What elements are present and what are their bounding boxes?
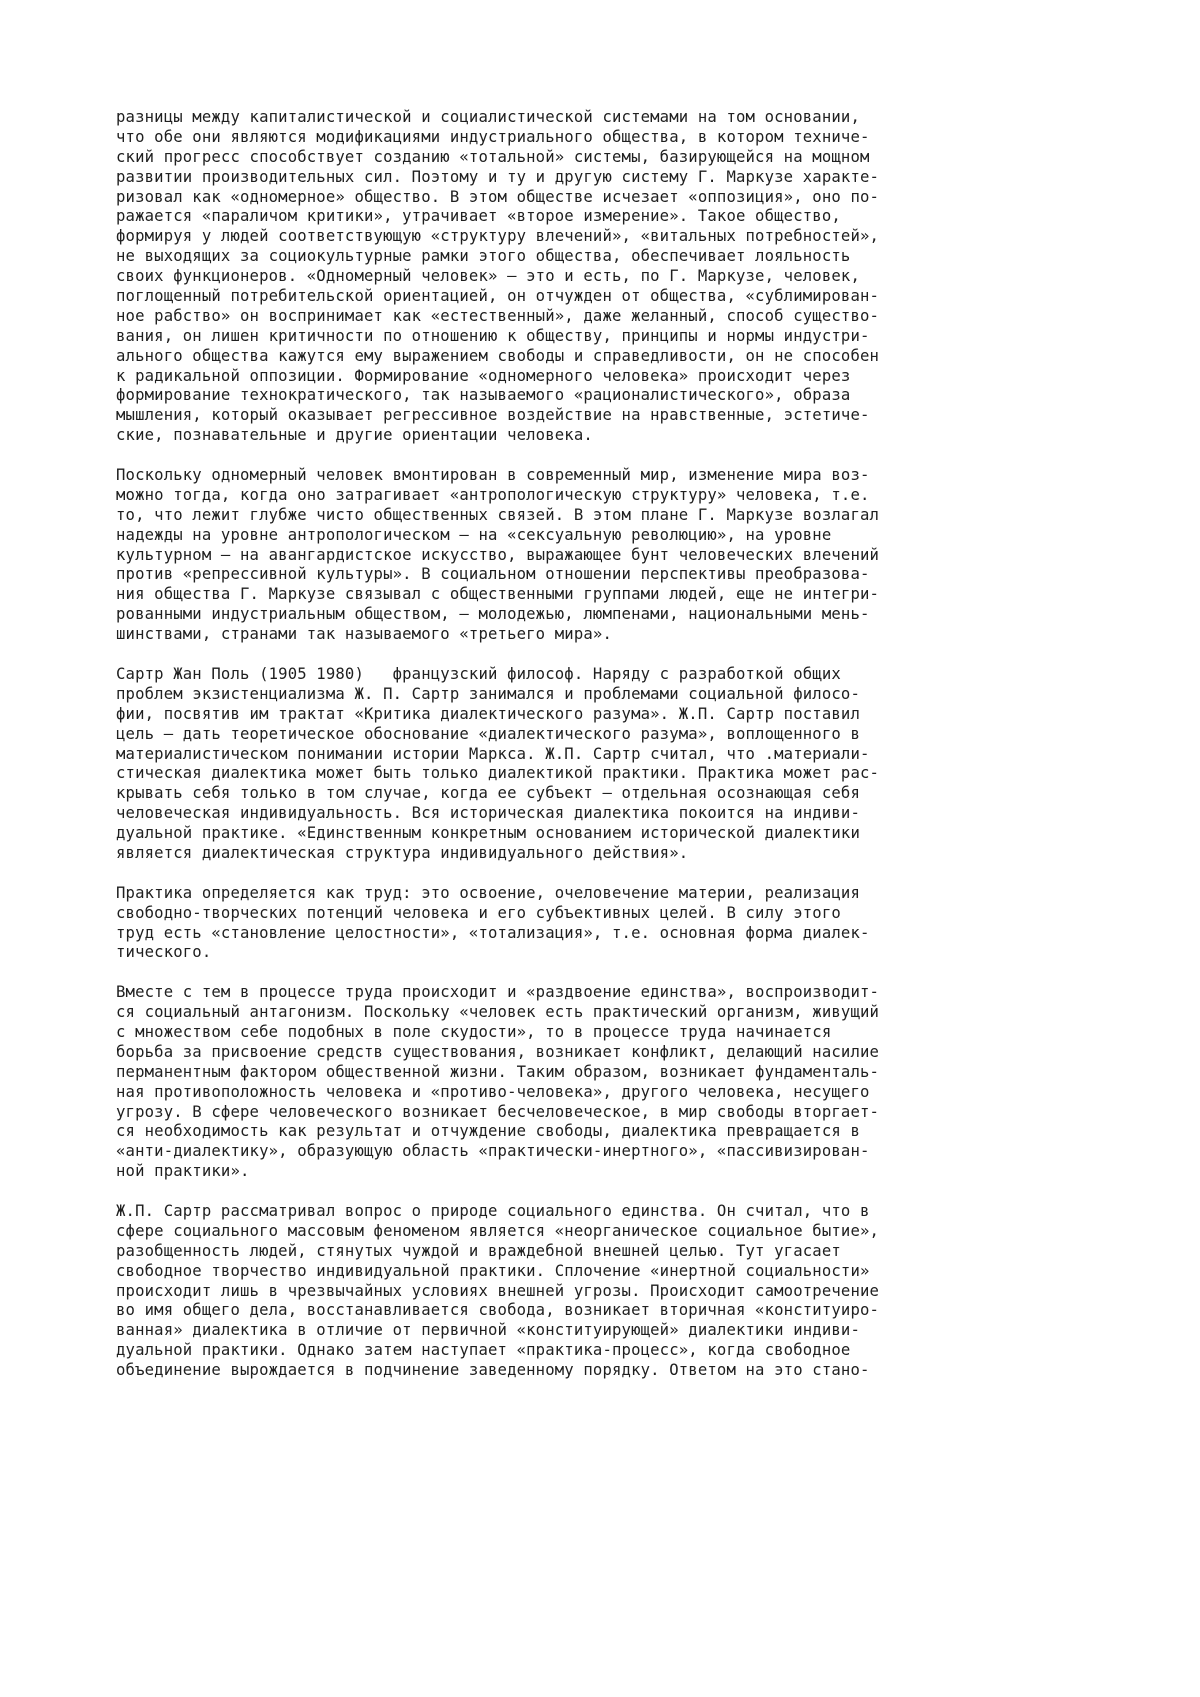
text-line: вания, он лишен критичности по отношению к обществу, принципы и нормы индустри- bbox=[116, 326, 870, 345]
text-line: против «репрессивной культуры». В социальном отношении перспективы преобразова- bbox=[116, 565, 870, 584]
text-line: Ж.П. Сартр рассматривал вопрос о природе социального единства. Он считал, что в bbox=[116, 1201, 870, 1220]
text-line: во имя общего дела, восстанавливается свобода, возникает вторичная «конституиро- bbox=[116, 1301, 880, 1320]
text-line: надежды на уровне антропологическом — на «сексуальную революцию», на уровне bbox=[116, 525, 832, 544]
text-line: что обе они являются модификациями индустриального общества, в котором техниче- bbox=[116, 127, 870, 146]
text-line: мышления, который оказывает регрессивное воздействие на нравственные, эстетиче- bbox=[116, 406, 870, 425]
paragraph bbox=[116, 665, 1106, 864]
text-line: ражается «параличом критики», утрачивает «второе измерение». Такое общество, bbox=[116, 207, 841, 226]
text-line: объединение вырождается в подчинение заведенному порядку. Ответом на это стано- bbox=[116, 1361, 870, 1380]
text-line: сфере социального массовым феноменом является «неорганическое социальное бытие», bbox=[116, 1221, 880, 1240]
text-line: является диалектическая структура индивидуального действия». bbox=[116, 843, 689, 862]
text-line: развитии производительных сил. Поэтому и ту и другую систему Г. Маркузе характе- bbox=[116, 167, 880, 186]
text-line: тического. bbox=[116, 943, 212, 962]
text-line: ния общества Г. Маркузе связывал с общественными группами людей, еще не интегри- bbox=[116, 585, 880, 604]
text-line: формирование технократического, так называемого «рационалистического», образа bbox=[116, 386, 851, 405]
text-line: то, что лежит глубже чисто общественных связей. В этом плане Г. Маркузе возлагал bbox=[116, 505, 880, 524]
text-line: перманентным фактором общественной жизни. Таким образом, возникает фундаменталь- bbox=[116, 1062, 880, 1081]
paragraph bbox=[116, 1202, 1106, 1381]
text-line: дуальной практики. Однако затем наступает «практика-процесс», когда свободное bbox=[116, 1341, 851, 1360]
text-line: Практика определяется как труд: это освоение, очеловечение материи, реализация bbox=[116, 883, 860, 902]
text-line: ная противоположность человека и «противо-человека», другого человека, несущего bbox=[116, 1082, 870, 1101]
text-line: рованными индустриальным обществом, — молодежью, люмпенами, национальными мень- bbox=[116, 605, 870, 624]
text-line: поглощенный потребительской ориентацией, он отчужден от общества, «сублимирован- bbox=[116, 287, 880, 306]
paragraph bbox=[116, 983, 1106, 1182]
text-line: стическая диалектика может быть только диалектикой практики. Практика может рас- bbox=[116, 764, 880, 783]
text-line: можно тогда, когда оно затрагивает «антропологическую структуру» человека, т.е. bbox=[116, 485, 870, 504]
text-line: Сартр Жан Поль (1905 1980) французский философ. Наряду с разработкой общих bbox=[116, 664, 841, 683]
text-line: свободное творчество индивидуальной практики. Сплочение «инертной социальности» bbox=[116, 1261, 870, 1280]
text-line: ся социальный антагонизм. Поскольку «человек есть практический организм, живущий bbox=[116, 1003, 880, 1022]
text-line: крывать себя только в том случае, когда ее субъект — отдельная осознающая себя bbox=[116, 784, 860, 803]
text-line: ский прогресс способствует созданию «тотальной» системы, базирующейся на мощном bbox=[116, 147, 870, 166]
text-line: происходит лишь в чрезвычайных условиях внешней угрозы. Происходит самоотречение bbox=[116, 1281, 880, 1300]
text-line: Поскольку одномерный человек вмонтирован в современный мир, изменение мира воз- bbox=[116, 466, 870, 485]
text-line: борьба за присвоение средств существования, возникает конфликт, делающий насилие bbox=[116, 1042, 880, 1061]
paragraph bbox=[116, 108, 1106, 446]
paragraph bbox=[116, 884, 1106, 964]
text-line: свободно-творческих потенций человека и его субъективных целей. В силу этого bbox=[116, 903, 841, 922]
text-line: проблем экзистенциализма Ж. П. Сартр занимался и проблемами социальной филосо- bbox=[116, 684, 860, 703]
text-line: дуальной практике. «Единственным конкретным основанием исторической диалектики bbox=[116, 824, 860, 843]
text-line: культурном — на авангардистское искусство, выражающее бунт человеческих влечений bbox=[116, 545, 880, 564]
text-line: ся необходимость как результат и отчуждение свободы, диалектика превращается в bbox=[116, 1122, 860, 1141]
text-line: с множеством себе подобных в поле скудости», то в процессе труда начинается bbox=[116, 1022, 832, 1041]
text-line: формируя у людей соответствующую «структуру влечений», «витальных потребностей», bbox=[116, 227, 880, 246]
text-line: ное рабство» он воспринимает как «естественный», даже желанный, способ существо- bbox=[116, 306, 880, 325]
text-line: разницы между капиталистической и социалистической системами на том основании, bbox=[116, 108, 860, 126]
text-line: шинствами, странами так называемого «третьего мира». bbox=[116, 625, 612, 644]
text-line: цель — дать теоретическое обоснование «диалектического разума», воплощенного в bbox=[116, 724, 860, 743]
text-line: ной практики». bbox=[116, 1162, 250, 1181]
text-line: разобщенность людей, стянутых чуждой и враждебной внешней целью. Тут угасает bbox=[116, 1241, 841, 1260]
text-line: угрозу. В сфере человеческого возникает бесчеловеческое, в мир свободы вторгает- bbox=[116, 1102, 880, 1121]
text-line: «анти-диалектику», образующую область «практически-инертного», «пассивизирован- bbox=[116, 1142, 870, 1161]
text-line: ального общества кажутся ему выражением свободы и справедливости, он не способен bbox=[116, 346, 880, 365]
text-line: труд есть «становление целостности», «тотализация», т.е. основная форма диалек- bbox=[116, 923, 870, 942]
text-line: материалистическом понимании истории Маркса. Ж.П. Сартр считал, что .материали- bbox=[116, 744, 870, 763]
text-line: ские, познавательные и другие ориентации человека. bbox=[116, 426, 593, 445]
text-line: человеческая индивидуальность. Вся историческая диалектика покоится на индиви- bbox=[116, 804, 860, 823]
text-line: Вместе с тем в процессе труда происходит и «раздвоение единства», воспроизводит- bbox=[116, 983, 880, 1002]
text-line: ванная» диалектика в отличие от первичной «конституирующей» диалектики индиви- bbox=[116, 1321, 860, 1340]
text-line: своих функционеров. «Одномерный человек» — это и есть, по Г. Маркузе, человек, bbox=[116, 267, 860, 286]
document-body bbox=[116, 108, 1106, 1401]
paragraph bbox=[116, 466, 1106, 645]
text-line: ризовал как «одномерное» общество. В этом обществе исчезает «оппозиция», оно по- bbox=[116, 187, 880, 206]
text-line: фии, посвятив им трактат «Критика диалектического разума». Ж.П. Сартр поставил bbox=[116, 704, 860, 723]
text-line: не выходящих за социокультурные рамки этого общества, обеспечивает лояльность bbox=[116, 247, 851, 266]
text-line: к радикальной оппозиции. Формирование «одномерного человека» происходит через bbox=[116, 366, 851, 385]
